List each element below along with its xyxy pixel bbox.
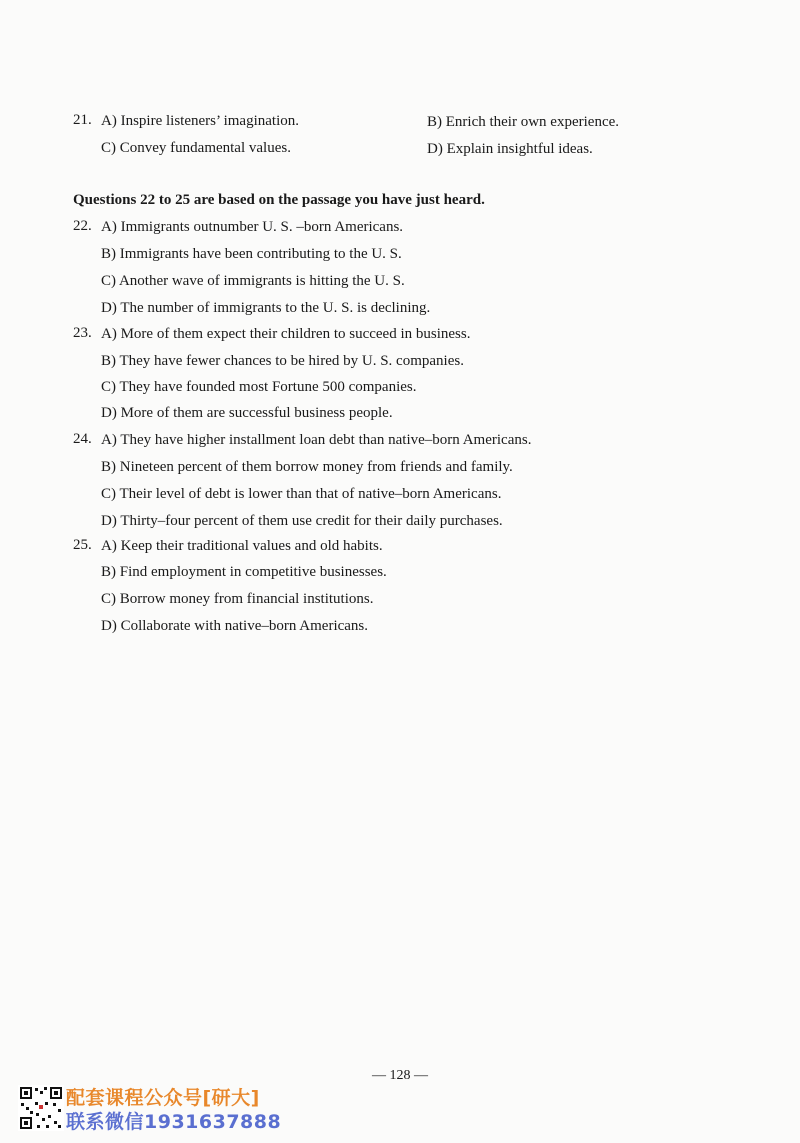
option-b: B) Immigrants have been contributing to the U. S. <box>101 246 402 262</box>
option-c: C) Their level of debt is lower than that of native–born Americans. <box>101 486 502 502</box>
option-d: D) More of them are successful business people. <box>101 405 393 421</box>
option-b: B) They have fewer chances to be hired by U. S. companies. <box>101 353 464 369</box>
qr-code-icon <box>18 1085 64 1131</box>
option-b: B) Find employment in competitive businesses. <box>101 564 387 580</box>
watermark-line-1: 配套课程公众号[研大] <box>66 1087 260 1109</box>
option-b: B) Enrich their own experience. <box>427 114 620 130</box>
option-a: A) Immigrants outnumber U. S. –born Americans. <box>101 219 404 235</box>
option-c: C) They have founded most Fortune 500 companies. <box>101 379 417 395</box>
watermark <box>18 1085 318 1135</box>
section-heading: Questions 22 to 25 are based on the passage you have just heard. <box>73 192 485 208</box>
page-number: — 128 — <box>372 1068 428 1083</box>
option-d: D) Explain insightful ideas. <box>427 141 593 157</box>
question-number: 25. <box>73 537 92 553</box>
watermark-line-2: 联系微信1931637888 <box>66 1111 282 1133</box>
option-c: C) Another wave of immigrants is hitting the U. S. <box>101 273 405 289</box>
option-d: D) The number of immigrants to the U. S. is declining. <box>101 300 431 316</box>
option-c: C) Borrow money from financial institutions. <box>101 591 374 607</box>
question-number: 22. <box>73 218 92 234</box>
option-d: D) Collaborate with native–born Americans. <box>101 618 369 634</box>
option-a: A) More of them expect their children to succeed in business. <box>101 326 471 342</box>
option-a: A) They have higher installment loan debt than native–born Americans. <box>101 432 532 448</box>
question-number: 23. <box>73 325 92 341</box>
question-number: 24. <box>73 431 92 447</box>
option-d: D) Thirty–four percent of them use credit for their daily purchases. <box>101 513 503 529</box>
option-b: B) Nineteen percent of them borrow money from friends and family. <box>101 459 513 475</box>
option-a: A) Keep their traditional values and old habits. <box>101 538 383 554</box>
question-number: 21. <box>73 112 92 128</box>
option-a: A) Inspire listeners’ imagination. <box>101 113 300 129</box>
option-c: C) Convey fundamental values. <box>101 140 291 156</box>
